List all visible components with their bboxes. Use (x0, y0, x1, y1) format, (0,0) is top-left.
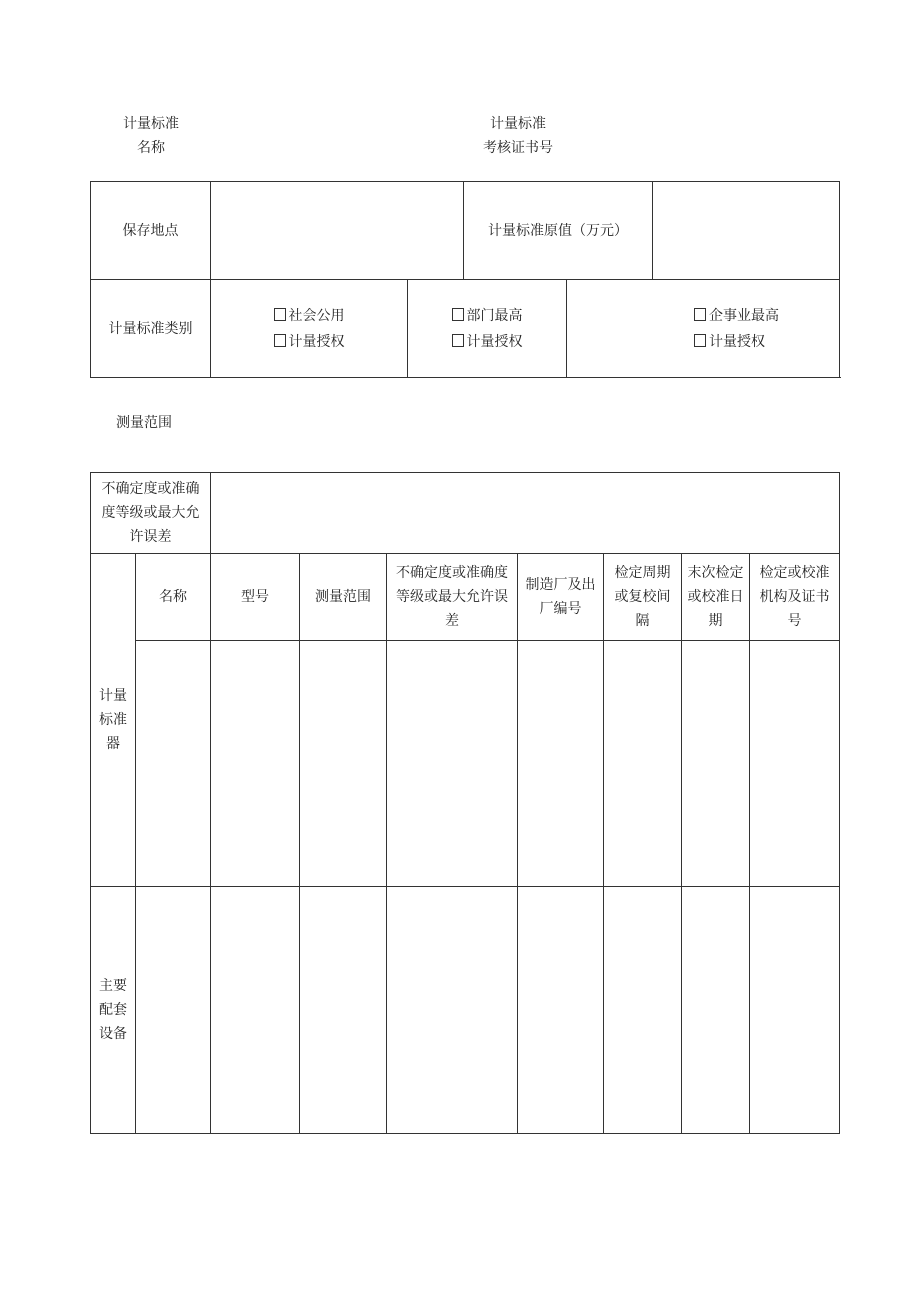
table-row-auxiliary (91, 887, 840, 1134)
column-header-line: 末次检定 (687, 565, 744, 581)
group-label-line: 器 (106, 736, 120, 752)
standard-uncertainty-cell[interactable] (387, 641, 518, 887)
option-label: 企事业最高 (709, 307, 779, 324)
standard-model-cell[interactable] (211, 641, 300, 887)
equipment-table (90, 472, 840, 1134)
certificate-number-label-line2: 考核证书号 (483, 140, 553, 156)
standard-manufacturer-cell[interactable] (518, 641, 604, 887)
group-label-line: 配套 (99, 1002, 127, 1018)
column-header-line: 机构及证书 (759, 589, 830, 605)
column-header-cycle (604, 554, 682, 641)
checkbox-department-authorized[interactable] (452, 329, 523, 355)
auxiliary-last-date-cell[interactable] (682, 887, 750, 1134)
option-label: 计量授权 (288, 333, 345, 350)
info-table (90, 181, 840, 378)
category-option-department (408, 280, 567, 378)
column-header-range (300, 554, 387, 641)
location-value[interactable] (211, 182, 464, 280)
checkbox-icon (694, 334, 706, 347)
checkbox-public[interactable] (274, 303, 345, 329)
category-option-enterprise (567, 280, 840, 378)
standard-cycle-cell[interactable] (604, 641, 682, 887)
uncertainty-label-line1: 不确定度或准确 (101, 481, 200, 497)
auxiliary-range-cell[interactable] (300, 887, 387, 1134)
checkbox-enterprise-authorized[interactable] (694, 329, 779, 355)
option-label: 计量授权 (466, 333, 523, 350)
auxiliary-cycle-cell[interactable] (604, 887, 682, 1134)
standard-name-label-line2: 名称 (137, 140, 165, 156)
uncertainty-label-line2: 度等级或最大允 (101, 505, 200, 521)
column-header-line: 差 (445, 613, 459, 629)
column-header-institution (750, 554, 840, 641)
checkbox-icon (452, 334, 464, 347)
group-label-line: 设备 (99, 1026, 127, 1042)
column-header-line: 型号 (241, 589, 269, 605)
checkbox-icon (274, 334, 286, 347)
auxiliary-model-cell[interactable] (211, 887, 300, 1134)
column-header-model (211, 554, 300, 641)
auxiliary-manufacturer-cell[interactable] (518, 887, 604, 1134)
standard-range-cell[interactable] (300, 641, 387, 887)
column-header-line: 名称 (159, 589, 187, 605)
standard-last-date-cell[interactable] (682, 641, 750, 887)
certificate-number-label-line1: 计量标准 (490, 116, 546, 132)
column-header-manufacturer (518, 554, 604, 641)
auxiliary-name-cell[interactable] (136, 887, 211, 1134)
auxiliary-institution-cell[interactable] (750, 887, 840, 1134)
standard-name-label-line1: 计量标准 (123, 116, 179, 132)
group-label-line: 标准 (99, 712, 127, 728)
uncertainty-label (91, 473, 211, 554)
column-header-uncertainty (387, 554, 518, 641)
option-label: 计量授权 (709, 333, 765, 350)
column-header-line: 制造厂及出 (525, 577, 596, 593)
column-header-line: 期 (708, 613, 723, 629)
location-label: 保存地点 (91, 182, 211, 280)
certificate-number-label (458, 112, 578, 160)
checkbox-department[interactable] (452, 303, 523, 329)
group-label-line: 主要 (99, 978, 127, 994)
uncertainty-value[interactable] (211, 473, 840, 554)
checkbox-public-authorized[interactable] (274, 329, 345, 355)
group-label-line: 计量 (99, 688, 127, 704)
column-header-line: 测量范围 (315, 589, 371, 605)
category-label: 计量标准类别 (91, 280, 211, 378)
column-header-line: 号 (787, 613, 802, 629)
column-header-line: 厂编号 (539, 601, 582, 617)
table-row-standard (91, 641, 840, 887)
column-header-line: 或校准日 (687, 589, 744, 605)
checkbox-icon (274, 308, 286, 321)
category-option-public (211, 280, 408, 378)
standard-name-label (96, 112, 206, 160)
column-header-line: 或复校间 (614, 589, 671, 605)
checkbox-icon (452, 308, 464, 321)
group-label-standard (91, 554, 136, 887)
column-header-line: 不确定度或准确度 (396, 565, 508, 581)
standard-institution-cell[interactable] (750, 641, 840, 887)
original-value[interactable] (653, 182, 840, 280)
option-label: 部门最高 (466, 307, 523, 324)
option-label: 社会公用 (288, 307, 345, 324)
checkbox-icon (694, 308, 706, 321)
checkbox-enterprise[interactable] (694, 303, 779, 329)
column-header-last-date (682, 554, 750, 641)
uncertainty-label-line3: 许误差 (129, 529, 172, 545)
column-header-name (136, 554, 211, 641)
column-header-line: 等级或最大允许误 (396, 589, 508, 605)
column-header-line: 隔 (635, 613, 650, 629)
auxiliary-uncertainty-cell[interactable] (387, 887, 518, 1134)
column-header-line: 检定或校准 (759, 565, 830, 581)
group-label-auxiliary (91, 887, 136, 1134)
standard-name-cell[interactable] (136, 641, 211, 887)
measurement-range-label: 测量范围 (116, 415, 172, 431)
original-value-label: 计量标准原值（万元） (464, 182, 653, 280)
column-header-line: 检定周期 (614, 565, 671, 581)
